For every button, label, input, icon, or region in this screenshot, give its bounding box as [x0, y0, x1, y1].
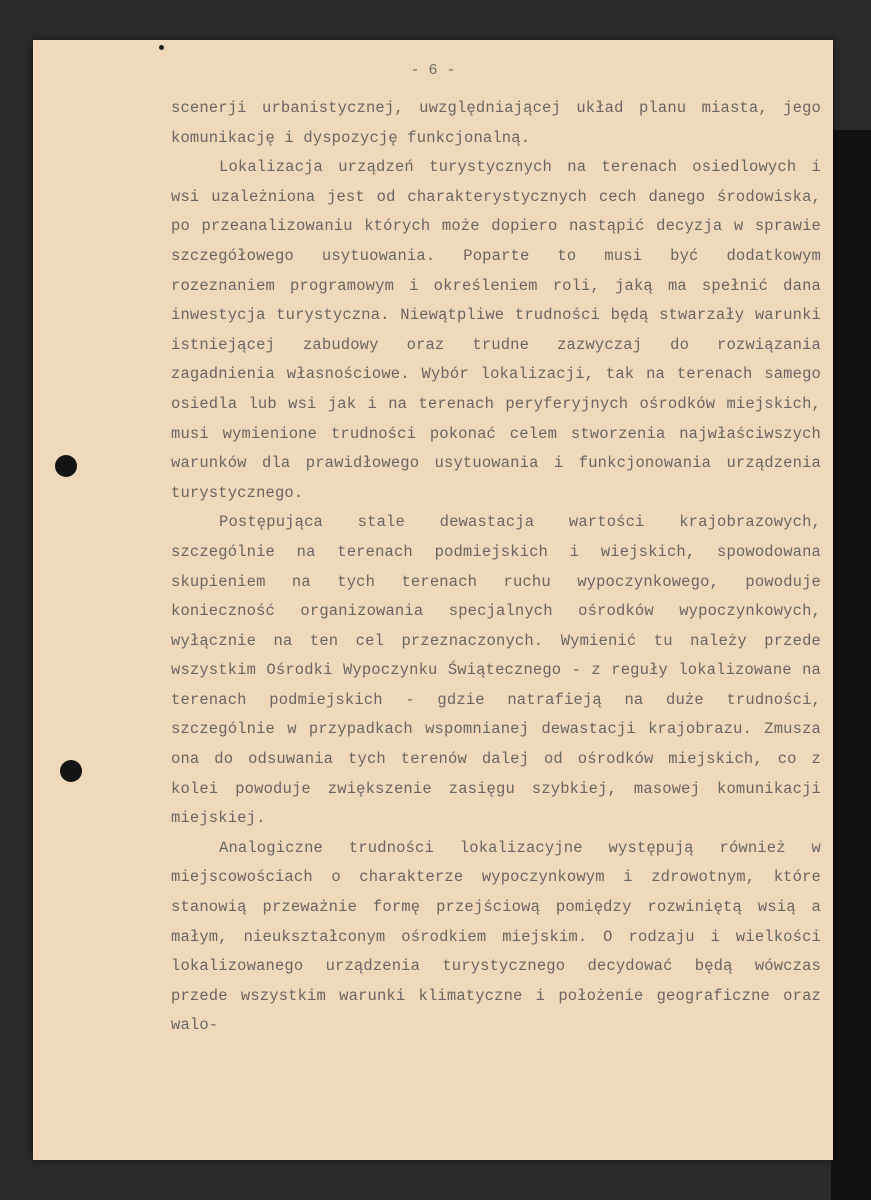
paragraph-continuation: scenerji urbanistycznej, uwzględniającej układ planu miasta, jego komunikację i dyspozycję funkcjonalną.: [171, 99, 821, 147]
document-page: [33, 40, 833, 1160]
punch-hole-bottom: [60, 760, 82, 782]
ink-speck: [159, 45, 164, 50]
background-strip: [831, 130, 871, 1200]
paragraph-devastation: Postępująca stale dewastacja wartości krajobrazowych, szczególnie na terenach podmiejskich i wiejskich, spowodowana skupieniem na tych terenach ruchu wypoczynkowego, powoduje konieczność organizowania specjalnych ośrodków wypoczynkowych, wyłącznie na ten cel przeznaczonych. Wymienić tu należy przede wszystkim Ośrodki Wypoczynku Świątecznego - z reguły lokalizowane na terenach podmiejskich - gdzie natrafieją na duże trudności, szczególnie w przypadkach wspomnianej dewastacji krajobrazu. Zmusza ona do odsuwania tych terenów dalej od ośrodków miejskich, co z kolei powoduje zwiększenie zasięgu szybkiej, masowej komunikacji miejskiej.: [171, 513, 821, 828]
document-body: [171, 94, 821, 1041]
paragraph-localization: Lokalizacja urządzeń turystycznych na terenach osiedlowych i wsi uzależniona jest od charakterystycznych cech danego środowiska, po przeanalizowaniu których może dopiero nastąpić decyzja w sprawie szczegółowego usytuowania. Poparte to musi być dodatkowym rozeznaniem programowym i określeniem roli, jaką ma spełnić dana inwestycja turystyczna. Niewątpliwe trudności będą stwarzały warunki istniejącej zabudowy oraz trudne zazwyczaj do rozwiązania zagadnienia własnościowe. Wybór lokalizacji, tak na terenach samego osiedla lub wsi jak i na terenach peryferyjnych ośrodków miejskich, musi wymienione trudności pokonać celem stworzenia najwłaściwszych warunków dla prawidłowego usytuowania i funkcjonowania urządzenia turystycznego.: [171, 158, 821, 502]
page-number: - 6 -: [410, 62, 456, 79]
punch-hole-top: [55, 455, 77, 477]
paragraph-analogous: Analogiczne trudności lokalizacyjne występują również w miejscowościach o charakterze wypoczynkowym i zdrowotnym, które stanowią przeważnie formę przejściową pomiędzy rozwiniętą wsią a małym, nieukształconym ośrodkiem miejskim. O rodzaju i wielkości lokalizowanego urządzenia turystycznego decydować będą wówczas przede wszystkim warunki klimatyczne i położenie geograficzne oraz walo-: [171, 838, 821, 1035]
